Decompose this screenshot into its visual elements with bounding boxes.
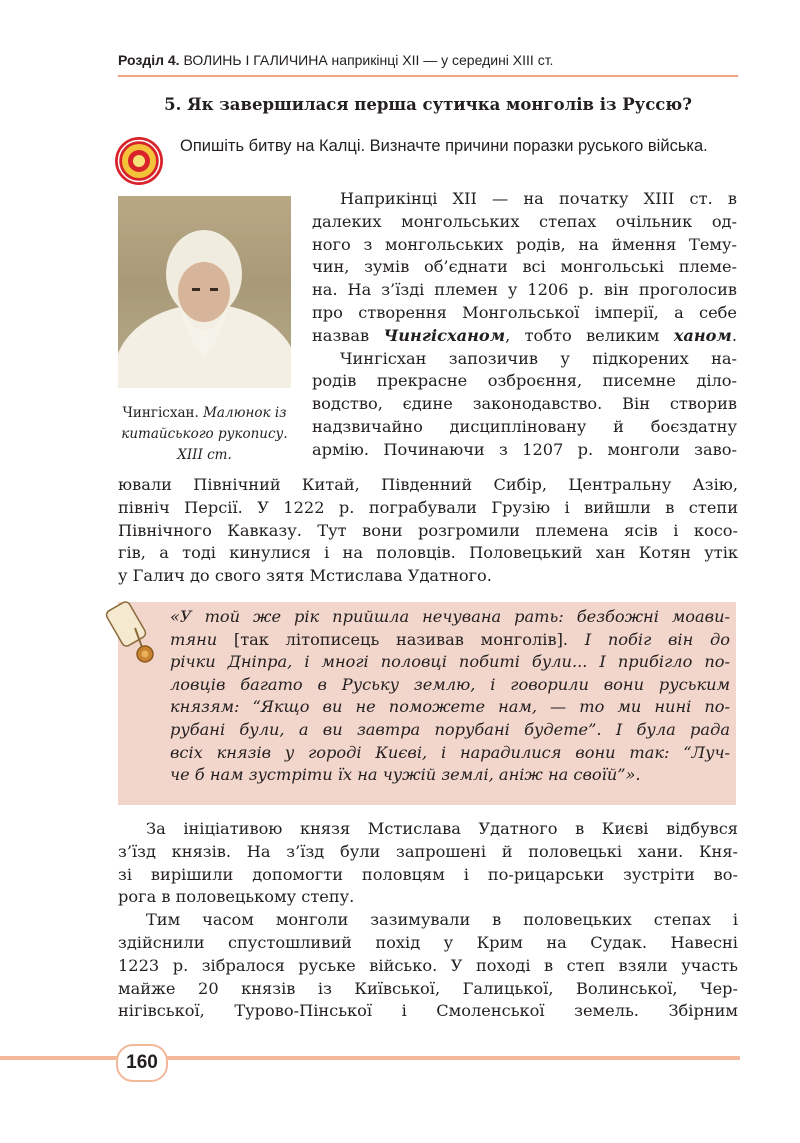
quote-line: тяни [так літописець називав монголів]. І побіг він до (170, 629, 731, 649)
header-divider (118, 75, 738, 77)
text-line: армію. Починаючи з 1207 р. монголи заво- (312, 439, 737, 459)
text-line: рога в половецькому степу. (118, 887, 355, 907)
text-line: зі вирішили допомогти половцям і по-рицарськи зустріти во- (118, 864, 738, 884)
text-line: у Галич до свого зятя Мстислава Удатного. (118, 566, 492, 586)
genghis-khan-portrait (118, 196, 291, 388)
text-line: з’їзд князів. На з’їзд були запрошені й половецькі хани. Кня- (118, 841, 738, 861)
portrait-caption (118, 403, 291, 466)
task-text: Опишіть битву на Калці. Визначте причини поразки руського війська. (180, 137, 708, 155)
text-line: про створення Монгольської імперії, а себе (312, 302, 737, 322)
quote-line: річки Дніпра, і многі половці побиті були... І прибігло по- (170, 652, 730, 672)
text-line: гів, а тоді кинулися і на половців. Половецький хан Котян утік (118, 543, 738, 563)
term-khan: ханом (673, 325, 732, 345)
text-line: 1223 р. зібралося руське військо. У поході в степ взяли участь (118, 955, 738, 975)
page-number: 160 (116, 1044, 168, 1082)
text-line: родів прекрасне озброєння, писемне діло- (312, 371, 737, 391)
quote-line: че б нам зустріти їх на чужій землі, аніж на своїй”». (170, 765, 641, 785)
text-line: здійснили спустошливий похід у Крим на Судак. Навесні (118, 932, 738, 952)
text-line: водство, єдине законодавство. Він створив (312, 394, 737, 414)
paragraph-2 (118, 474, 738, 588)
paragraph-1 (312, 188, 737, 462)
section-title: 5. Як завершилася перша сутичка монголів із Руссю? (164, 95, 692, 114)
chronicle-quote (170, 606, 730, 787)
quote-editor-note: [так літописець називав монголів]. (233, 629, 569, 649)
text-line: За ініціативою князя Мстислава Удатного в Києві відбувся (146, 819, 738, 838)
term-chinghiskhan: Чингісханом (383, 325, 506, 345)
quote-line: «У той же рік прийшла нечувана рать: безбожні моави- (170, 607, 730, 626)
text-line: Північного Кавказу. Тут вони розгромили племена ясів і косо- (118, 520, 738, 540)
text-line: північ Персії. У 1222 р. пограбували Грузію і вийшли в степи (118, 497, 738, 517)
running-header (118, 52, 738, 68)
quote-line: князям: “Якщо ви не поможете нам, — то ми нині по- (170, 697, 730, 717)
footer-divider (0, 1056, 740, 1060)
text-line: Тим часом монголи зазимували в половецьких степах і (146, 910, 738, 930)
text-line: далеких монгольських степах очільник од- (312, 211, 737, 231)
text-line: чин, зумів об’єднати всі монгольські племе- (312, 257, 737, 277)
caption-name: Чингісхан. (122, 405, 199, 421)
scroll-seal-icon (105, 598, 165, 678)
text-line: ного з монгольських родів, на ймення Тему- (312, 234, 737, 254)
text-line: нігівської, Турово-Пінської і Смоленської земель. Збірним (118, 1001, 738, 1021)
task-icon (113, 135, 165, 187)
text-line: майже 20 князів із Київської, Галицької, Волинської, Чер- (118, 978, 738, 998)
text-line: назвав Чингісханом, тобто великим ханом. (312, 325, 737, 345)
text-line: на. На з’їзді племен у 1206 р. він проголосив (312, 280, 737, 300)
header-section-title: ВОЛИНЬ І ГАЛИЧИНА наприкінці XII — у середині XIII ст. (183, 52, 554, 68)
quote-line: ловців багато в Руську землю, і говорили вони руським (170, 674, 730, 694)
quote-line: всіх князів у городі Києві, і нарадилися вони так: “Луч- (170, 742, 730, 762)
text-line: ювали Північний Китай, Південний Сибір, Центральну Азію, (118, 475, 738, 494)
paragraph-3 (118, 818, 738, 1023)
text-line: Чингісхан запозичив у підкорених на- (340, 348, 737, 368)
quote-line: рубані були, а ви завтра порубані будете”. І була рада (170, 719, 730, 739)
caption-source: Малюнок із китайського рукопису. XIII ст. (121, 405, 288, 463)
text-line: надзвичайно дисципліновану й боєздатну (312, 416, 737, 436)
text-line: Наприкінці XII — на початку XIII ст. в (340, 189, 737, 208)
header-section-number: Розділ 4. (118, 52, 180, 68)
